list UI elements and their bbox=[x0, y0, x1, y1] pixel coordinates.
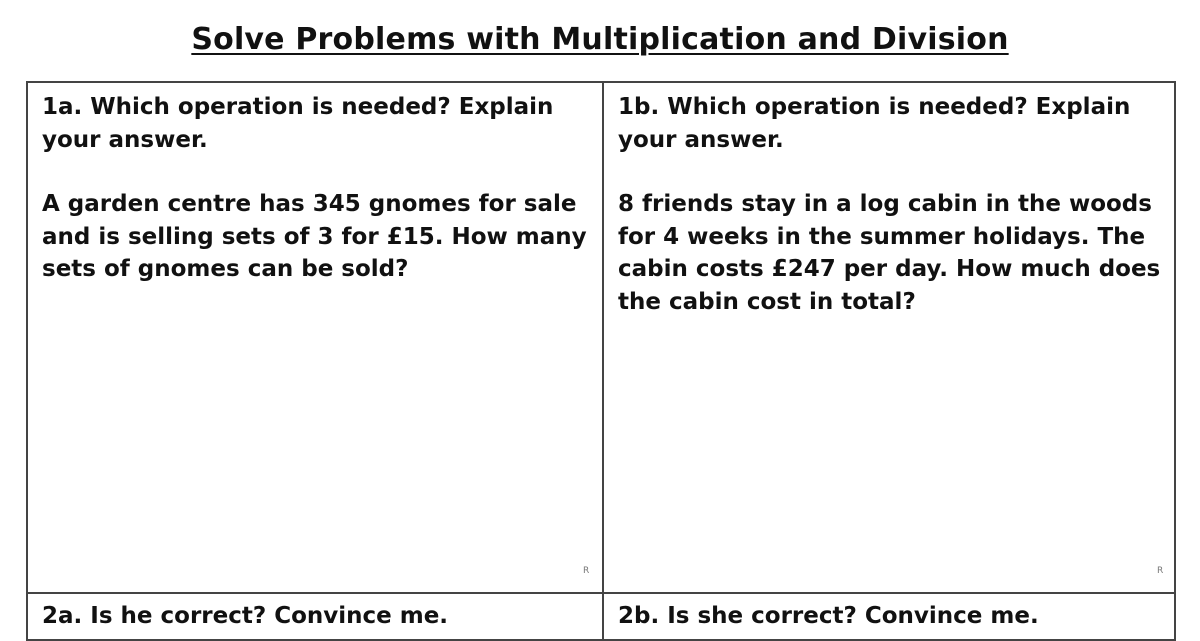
question-cell-1b bbox=[618, 91, 1163, 586]
question-1a-prompt: 1a. Which operation is needed? Explain your answer. bbox=[42, 94, 554, 153]
reasoning-marker-1b: R bbox=[1157, 566, 1164, 576]
question-1a-problem: A garden centre has 345 gnomes for sale and is selling sets of 3 for £15. How many sets of gnomes can be sold? bbox=[42, 191, 587, 282]
reasoning-marker-1a: R bbox=[583, 566, 590, 576]
grid-horizontal-divider bbox=[28, 592, 1174, 594]
question-cell-2b bbox=[618, 600, 1163, 633]
question-grid bbox=[26, 81, 1176, 641]
page-title: Solve Problems with Multiplication and Division bbox=[191, 22, 1009, 57]
question-2b-prompt: 2b. Is she correct? Convince me. bbox=[618, 603, 1039, 629]
question-cell-1a bbox=[42, 91, 590, 586]
question-1b-prompt: 1b. Which operation is needed? Explain your answer. bbox=[618, 94, 1131, 153]
question-2a-prompt: 2a. Is he correct? Convince me. bbox=[42, 603, 449, 629]
question-1b-problem: 8 friends stay in a log cabin in the woods for 4 weeks in the summer holidays. The cabin costs £247 per day. How much does the cabin cost in total? bbox=[618, 191, 1161, 315]
question-cell-2a bbox=[42, 600, 587, 633]
grid-vertical-divider bbox=[602, 83, 604, 639]
